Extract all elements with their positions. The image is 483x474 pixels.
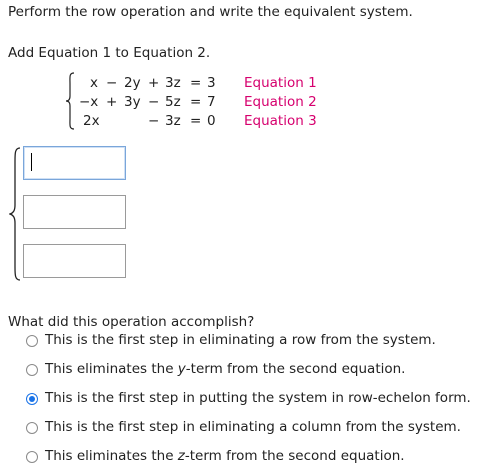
eq2-rhs: 7	[207, 94, 216, 110]
option-2-post: -term from the second equation.	[185, 361, 406, 377]
answer-brace-icon	[9, 147, 21, 281]
option-2-radio[interactable]	[26, 364, 38, 376]
eq3-rhs: 0	[207, 113, 216, 129]
eq1-term-z: 3z	[165, 75, 181, 91]
option-2-var: y	[177, 361, 186, 377]
option-4-radio[interactable]	[26, 422, 38, 434]
eq1-op2: +	[148, 75, 160, 91]
system-brace-icon	[65, 72, 75, 130]
eq3-label: Equation 3	[244, 113, 317, 129]
option-5-label[interactable]	[45, 448, 405, 464]
eq1-rhs: 3	[207, 75, 216, 91]
option-3-label[interactable]: This is the first step in putting the system in row-echelon form.	[45, 390, 471, 406]
eq2-term-y: 3y	[124, 94, 141, 110]
question-text: What did this operation accomplish?	[8, 314, 255, 330]
option-4-label[interactable]: This is the first step in eliminating a column from the system.	[45, 419, 461, 435]
text-caret	[31, 153, 32, 171]
eq3-term-x: 2x	[83, 113, 100, 129]
eq1-op1: −	[106, 75, 118, 91]
eq1-term-x: x	[90, 75, 98, 91]
equation2-answer-input[interactable]	[23, 195, 126, 229]
eq1-equals: =	[190, 75, 202, 91]
option-5-var: z	[177, 448, 185, 464]
option-1-radio[interactable]	[26, 335, 38, 347]
eq2-equals: =	[190, 94, 202, 110]
eq2-term-z: 5z	[165, 94, 181, 110]
option-5-post: -term from the second equation.	[184, 448, 405, 464]
row-operation-text: Add Equation 1 to Equation 2.	[8, 45, 211, 61]
eq2-term-x: −x	[79, 94, 99, 110]
instruction-text: Perform the row operation and write the equivalent system.	[8, 4, 413, 20]
eq1-label: Equation 1	[244, 75, 317, 91]
eq2-op2: −	[148, 94, 160, 110]
option-2-label[interactable]	[45, 361, 405, 377]
eq1-term-y: 2y	[124, 75, 141, 91]
option-2-pre: This eliminates the	[45, 361, 178, 377]
option-3-radio[interactable]	[26, 393, 38, 405]
eq2-op1: +	[106, 94, 118, 110]
equation3-answer-input[interactable]	[23, 244, 126, 278]
option-5-radio[interactable]	[26, 451, 38, 463]
eq3-equals: =	[190, 113, 202, 129]
option-1-label[interactable]: This is the first step in eliminating a row from the system.	[45, 332, 436, 348]
eq3-op2: −	[148, 113, 160, 129]
equation1-answer-input[interactable]	[23, 146, 126, 180]
eq2-label: Equation 2	[244, 94, 317, 110]
eq3-term-z: 3z	[165, 113, 181, 129]
option-5-pre: This eliminates the	[45, 448, 178, 464]
